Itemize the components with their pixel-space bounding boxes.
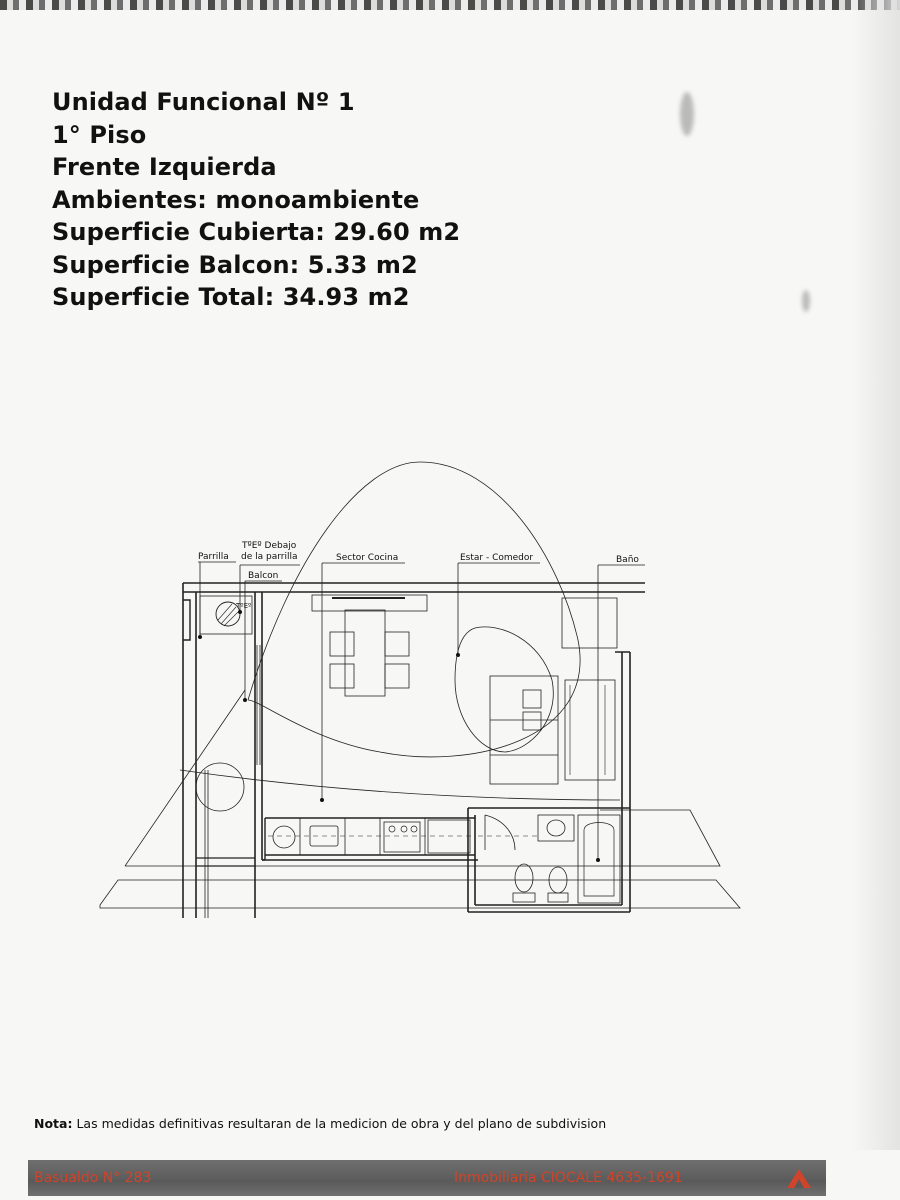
disclaimer-note [34,1116,606,1131]
side-table [523,690,541,708]
sun-path-inner-loop [455,627,553,752]
label-cocina: Sector Cocina [336,553,399,563]
covered-area: Superficie Cubierta: 29.60 m2 [52,218,461,246]
balcony-post [205,770,208,918]
leader-dot [243,698,247,702]
total-area: Superficie Total: 34.93 m2 [52,283,410,311]
toilet-tank [513,893,535,902]
burner [411,826,417,832]
balcony-plant [196,763,244,811]
bathroom-divider [615,652,630,912]
oven [428,820,470,853]
leader-estar [458,563,540,655]
chair [330,664,354,688]
footer-agency: Inmobiliaria CIOCALE 4635-1691 [454,1170,683,1186]
chair [330,632,354,656]
bathroom-door [485,815,515,850]
wardrobe-line [570,685,605,775]
footer-bar [28,1160,826,1196]
side-table [523,712,541,730]
closet [562,598,617,648]
burner [401,826,407,832]
note-text: Las medidas definitivas resultaran de la medicion de obra y del plano de subdivision [76,1116,607,1131]
label-tanque-line2: de la parrilla [241,552,298,562]
label-estar: Estar - Comedor [460,553,534,563]
unit-orientation: Frente Izquierda [52,153,277,181]
leader-dot [456,653,460,657]
sofa-bed-line [490,720,558,755]
agency-logo-icon [784,1166,814,1190]
washbasin-bowl [547,820,565,836]
leader-dot [596,858,600,862]
label-tanque-line1: TºEº Debajo [242,541,297,551]
burner [389,826,395,832]
washbasin [538,815,574,841]
chair [385,664,409,688]
label-tanque-symbol: TºEº [236,602,252,610]
sun-path-sweep [180,770,620,800]
unit-title: Unidad Funcional Nº 1 [52,88,355,116]
water-tank-hatch [218,604,238,626]
kitchen-wall [262,818,478,860]
leader-dot [238,610,242,614]
label-parrilla: Parrilla [198,552,229,562]
dining-table [345,610,385,696]
window-frame [257,645,260,765]
leader-balcon [245,581,282,700]
counter-divider [300,818,425,855]
footer-address: Basualdo N° 283 [34,1170,152,1186]
sink-round [273,826,295,848]
unit-floor: 1° Piso [52,120,147,149]
leader-dot [320,798,324,802]
balcony-wall [183,600,190,640]
outer-wall [183,583,645,592]
balcony-area: Superficie Balcon: 5.33 m2 [52,250,418,279]
bathroom-wall [468,808,630,912]
toilet [515,864,533,892]
chair [385,632,409,656]
label-bano: Baño [616,555,639,565]
unit-rooms: Ambientes: monoambiente [52,185,420,214]
sun-path-arc [248,462,580,757]
bidet-base [548,893,568,902]
label-balcon: Balcon [248,571,279,581]
note-prefix: Nota: [34,1116,73,1131]
leader-dot [198,635,202,639]
